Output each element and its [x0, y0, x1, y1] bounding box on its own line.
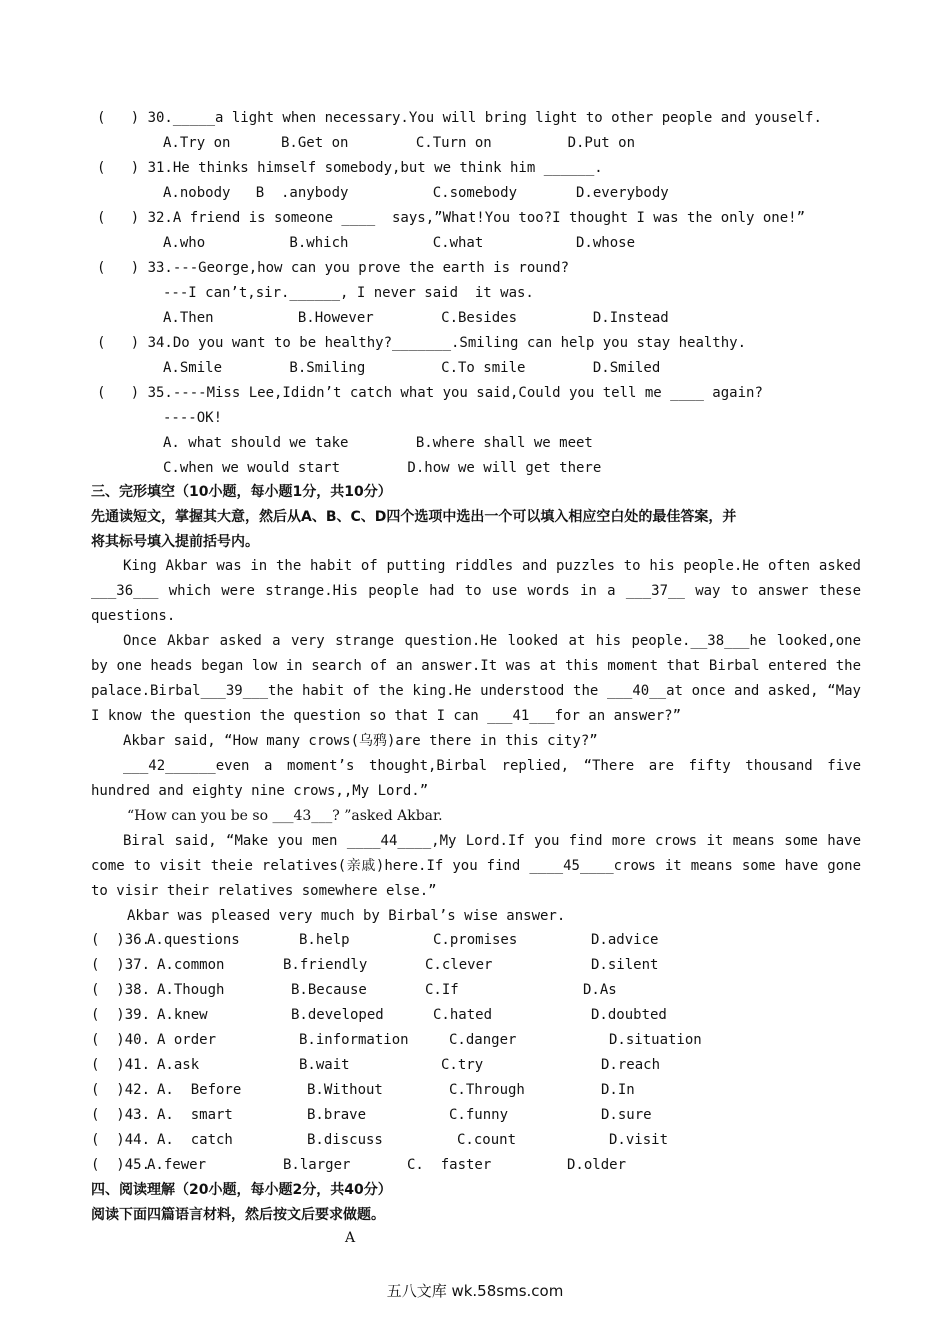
- question-35: ( ) 35.----Miss Lee,Ididn’t catch what you said,Could you tell me ____ again?: [97, 385, 763, 401]
- option-number: ( )43.: [91, 1107, 151, 1123]
- option-number: ( )42.: [91, 1082, 151, 1098]
- option-d: D.doubted: [591, 1007, 667, 1023]
- option-c: C.count: [457, 1132, 517, 1148]
- question-35-reply: ----OK!: [163, 410, 223, 426]
- option-c: C.clever: [425, 957, 493, 973]
- passage-text: ,My Lord.If you find more crows it means some have come to visit theie relatives(亲戚)here.If you find: [91, 833, 862, 874]
- option-number: ( )41.: [91, 1057, 151, 1073]
- option-a: A. smart: [157, 1107, 233, 1123]
- blank-38: __38___: [690, 633, 750, 649]
- option-d: D.advice: [591, 932, 659, 948]
- option-b: B.friendly: [283, 957, 368, 973]
- option-b: B.information: [299, 1032, 409, 1048]
- option-number: ( )45.: [91, 1157, 151, 1173]
- option-a: A. catch: [157, 1132, 233, 1148]
- option-b: B.brave: [307, 1107, 367, 1123]
- section-3-instruction-line2: 将其标号填入提前括号内。: [91, 534, 259, 550]
- option-number: ( )37.: [91, 957, 151, 973]
- reading-part-label: A: [345, 1230, 356, 1246]
- blank-37: ___37__: [625, 583, 685, 599]
- option-a: A.ask: [157, 1057, 200, 1073]
- question-35-options-cd: C.when we would start D.how we will get there: [163, 460, 602, 476]
- question-30: ( ) 30._____a light when necessary.You will bring light to other people and youself.: [97, 110, 822, 126]
- option-b: B.larger: [283, 1157, 351, 1173]
- option-number: ( )44.: [91, 1132, 151, 1148]
- passage-text: at once and asked, “May I know the question the question so that I can: [91, 683, 861, 724]
- question-31: ( ) 31.He thinks himself somebody,but we think him ______.: [97, 160, 603, 176]
- question-30-options: A.Try on B.Get on C.Turn on D.Put on: [163, 135, 636, 151]
- option-d: D.silent: [591, 957, 659, 973]
- option-b: B.help: [299, 932, 350, 948]
- question-34: ( ) 34.Do you want to be healthy?_______.Smiling can help you stay healthy.: [97, 335, 747, 351]
- question-34-options: A.Smile B.Smiling C.To smile D.Smiled: [163, 360, 661, 376]
- passage-paragraph-7: Akbar was pleased very much by Birbal’s wise answer.: [127, 908, 566, 924]
- option-b: B.wait: [299, 1057, 350, 1073]
- option-c: C.funny: [449, 1107, 509, 1123]
- passage-text: way to answer these questions.: [91, 583, 861, 624]
- option-d: D.As: [583, 982, 617, 998]
- option-c: C. faster: [407, 1157, 492, 1173]
- option-a: A.questions: [147, 932, 240, 948]
- passage-text: even a moment’s thought,Birbal replied, “There are fifty thousand five hundred and eighty nine crows,,My Lord.”: [91, 758, 861, 799]
- question-35-options-ab: A. what should we take B.where shall we meet: [163, 435, 593, 451]
- passage-text: ? ”asked Akbar.: [332, 808, 443, 824]
- option-d: D.visit: [609, 1132, 669, 1148]
- option-c: C.If: [425, 982, 459, 998]
- option-a: A.fewer: [147, 1157, 207, 1173]
- passage-text: crows it means some have gone to visir their relatives somewhere else.”: [91, 858, 862, 899]
- option-number: ( )38.: [91, 982, 151, 998]
- blank-36: ___36___: [91, 583, 159, 599]
- option-a: A.Though: [157, 982, 225, 998]
- passage-text: for an answer?”: [554, 708, 682, 724]
- question-31-options: A.nobody B .anybody C.somebody D.everybody: [163, 185, 669, 201]
- option-d: D.older: [567, 1157, 627, 1173]
- blank-40: ___40__: [607, 683, 667, 699]
- option-c: C.danger: [449, 1032, 517, 1048]
- question-33-reply: ---I can’t,sir.______, I never said it was.: [163, 285, 534, 301]
- option-d: D.situation: [609, 1032, 702, 1048]
- passage-text: he looked,one by one heads began low in search of an answer.It was at this moment that Birbal entered the palace.Birbal: [91, 633, 861, 699]
- question-33-options: A.Then B.However C.Besides D.Instead: [163, 310, 669, 326]
- option-number: ( )39.: [91, 1007, 151, 1023]
- passage-text: King Akbar was in the habit of putting riddles and puzzles to his people.He often asked: [123, 558, 861, 574]
- option-c: C.try: [441, 1057, 484, 1073]
- option-d: D.In: [601, 1082, 635, 1098]
- option-number: ( )40.: [91, 1032, 151, 1048]
- option-a: A.common: [157, 957, 225, 973]
- blank-43: ___43___: [272, 808, 333, 824]
- option-a: A order: [157, 1032, 217, 1048]
- passage-text: which were strange.His people had to use words in a: [158, 583, 626, 599]
- question-33: ( ) 33.---George,how can you prove the earth is round?: [97, 260, 570, 276]
- option-b: B.Because: [291, 982, 367, 998]
- passage-paragraph-2: [91, 629, 861, 729]
- footer-watermark: 五八文库 wk.58sms.com: [386, 1282, 564, 1300]
- option-b: B.Without: [307, 1082, 383, 1098]
- blank-45: ____45____: [529, 858, 614, 874]
- option-a: A.knew: [157, 1007, 208, 1023]
- option-b: B.developed: [291, 1007, 384, 1023]
- option-number: ( )36.: [91, 932, 151, 948]
- option-a: A. Before: [157, 1082, 242, 1098]
- section-3-instruction-line1: 先通读短文，掌握其大意，然后从A、B、C、D四个选项中选出一个可以填入相应空白处的最佳答案，并: [91, 509, 737, 525]
- passage-paragraph-5: [91, 804, 861, 829]
- option-c: C.Through: [449, 1082, 525, 1098]
- section-4-title: 四、阅读理解（20小题，每小题2分，共40分）: [91, 1182, 392, 1198]
- passage-text: the habit of the king.He understood the: [268, 683, 608, 699]
- passage-paragraph-1: [91, 554, 861, 629]
- section-3-title: 三、完形填空（10小题，每小题1分，共10分）: [91, 484, 392, 500]
- passage-text: Biral said, “Make you men: [123, 833, 347, 849]
- option-d: D.reach: [601, 1057, 661, 1073]
- option-d: D.sure: [601, 1107, 652, 1123]
- option-c: C.hated: [433, 1007, 493, 1023]
- option-b: B.discuss: [307, 1132, 383, 1148]
- question-32-options: A.who B.which C.what D.whose: [163, 235, 636, 251]
- passage-paragraph-6: [91, 829, 861, 904]
- blank-44: ____44____: [346, 833, 432, 849]
- passage-paragraph-4: [91, 754, 861, 804]
- blank-39: ___39___: [200, 683, 269, 699]
- passage-text: Once Akbar asked a very strange question.He looked at his people.: [123, 633, 691, 649]
- blank-41: ___41___: [487, 708, 555, 724]
- option-c: C.promises: [433, 932, 518, 948]
- question-32: ( ) 32.A friend is someone ____ says,”What!You too?I thought I was the only one!”: [97, 210, 806, 226]
- passage-paragraph-3: Akbar said, “How many crows(乌鸦)are there in this city?”: [123, 733, 598, 749]
- section-4-instruction: 阅读下面四篇语言材料，然后按文后要求做题。: [91, 1207, 385, 1223]
- passage-text: “How can you be so: [127, 808, 273, 824]
- blank-42: ___42______: [123, 758, 216, 774]
